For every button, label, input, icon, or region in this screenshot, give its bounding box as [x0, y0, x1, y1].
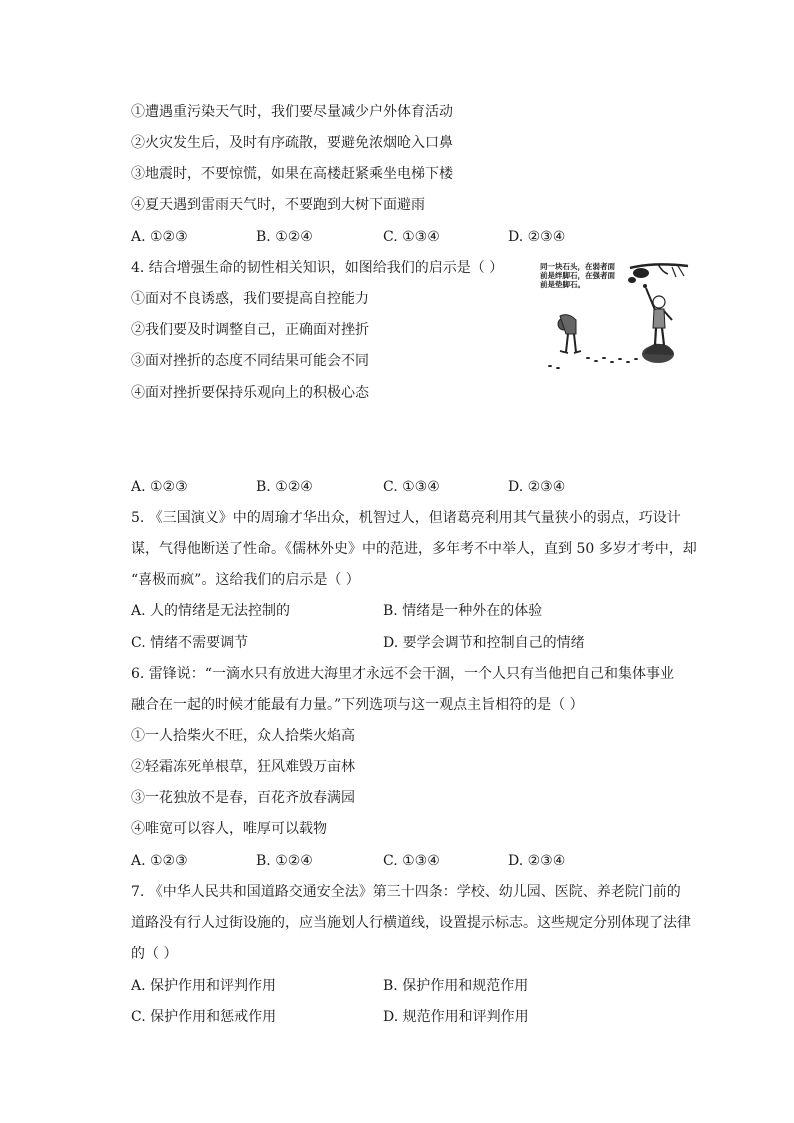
q5-option-c: C. 情绪不需要调节	[131, 635, 249, 651]
q7-option-b: B. 保护作用和规范作用	[383, 978, 529, 994]
q4-item-4: ④面对挫折要保持乐观向上的积极心态	[131, 385, 369, 401]
q6-option-a: A. ①②③	[131, 853, 188, 869]
q3-option-c: C. ①③④	[383, 229, 440, 245]
q3-item-1: ①遭遇重污染天气时，我们要尽量减少户外体育活动	[131, 104, 453, 120]
q7-option-a: A. 保护作用和评判作用	[131, 978, 277, 994]
q7-option-d: D. 规范作用和评判作用	[383, 1009, 529, 1025]
q5-option-b: B. 情绪是一种外在的体验	[383, 603, 543, 619]
q6-item-3: ③一花独放不是春，百花齐放春满园	[131, 790, 355, 806]
q4-stem: 4. 结合增强生命的韧性相关知识，如图给我们的启示是（ ）	[131, 260, 504, 276]
q3-item-4: ④夏天遇到雷雨天气时，不要跑到大树下面避雨	[131, 197, 425, 213]
q4-item-3: ③面对挫折的态度不同结果可能会不同	[131, 353, 369, 369]
q4-item-1: ①面对不良诱惑，我们要提高自控能力	[131, 291, 369, 307]
q5-stem-line-3: “喜极而疯”。这给我们的启示是（ ）	[131, 572, 360, 588]
q6-option-b: B. ①②④	[256, 853, 313, 869]
q5-option-d: D. 要学会调节和控制自己的情绪	[383, 635, 585, 651]
q7-stem-line-3: 的（ ）	[131, 946, 178, 962]
q7-stem-line-2: 道路没有行人过街设施的，应当施划人行横道线，设置提示标志。这些规定分别体现了法律	[131, 915, 691, 931]
q6-stem-line-2: 融合在一起的时候才能最有力量。”下列选项与这一观点主旨相符的是（ ）	[131, 697, 584, 713]
q3-item-2: ②火灾发生后，及时有序疏散，要避免浓烟呛入口鼻	[131, 135, 453, 151]
q4-option-a: A. ①②③	[131, 479, 188, 495]
q4-item-2: ②我们要及时调整自己，正确面对挫折	[131, 322, 369, 338]
q4-figure-caption: 同一块石头，在弱者面前是绊脚石，在强者面前是垫脚石。	[540, 262, 615, 289]
q3-item-3: ③地震时，不要惊慌，如果在高楼赶紧乘坐电梯下楼	[131, 166, 453, 182]
q4-option-b: B. ①②④	[256, 479, 313, 495]
q6-item-1: ①一人拾柴火不旺，众人拾柴火焰高	[131, 728, 355, 744]
q3-option-b: B. ①②④	[256, 229, 313, 245]
q6-option-c: C. ①③④	[383, 853, 440, 869]
q3-option-a: A. ①②③	[131, 229, 188, 245]
q4-option-c: C. ①③④	[383, 479, 440, 495]
q3-option-d: D. ②③④	[508, 229, 566, 245]
cartoon-illustration	[538, 258, 690, 373]
q5-stem-line-2: 谋，气得他断送了性命。《儒林外史》中的范进，多年考不中举人，直到 50 多岁才考中，却	[131, 541, 697, 557]
q7-stem-line-1: 7. 《中华人民共和国道路交通安全法》第三十四条：学校、幼儿园、医院、养老院门前的	[131, 884, 681, 900]
q4-cartoon-figure	[538, 258, 690, 373]
q6-item-4: ④唯宽可以容人，唯厚可以载物	[131, 821, 327, 837]
q6-item-2: ②轻霜冻死单根草，狂风难毁万亩林	[131, 759, 355, 775]
q6-option-d: D. ②③④	[508, 853, 566, 869]
q4-option-d: D. ②③④	[508, 479, 566, 495]
q7-option-c: C. 保护作用和惩戒作用	[131, 1009, 277, 1025]
q5-option-a: A. 人的情绪是无法控制的	[131, 603, 291, 619]
q5-stem-line-1: 5. 《三国演义》中的周瑜才华出众，机智过人，但诸葛亮利用其气量狭小的弱点，巧设计	[131, 510, 681, 526]
q6-stem-line-1: 6. 雷锋说：“一滴水只有放进大海里才永远不会干涸，一个人只有当他把自己和集体事业	[131, 666, 674, 682]
